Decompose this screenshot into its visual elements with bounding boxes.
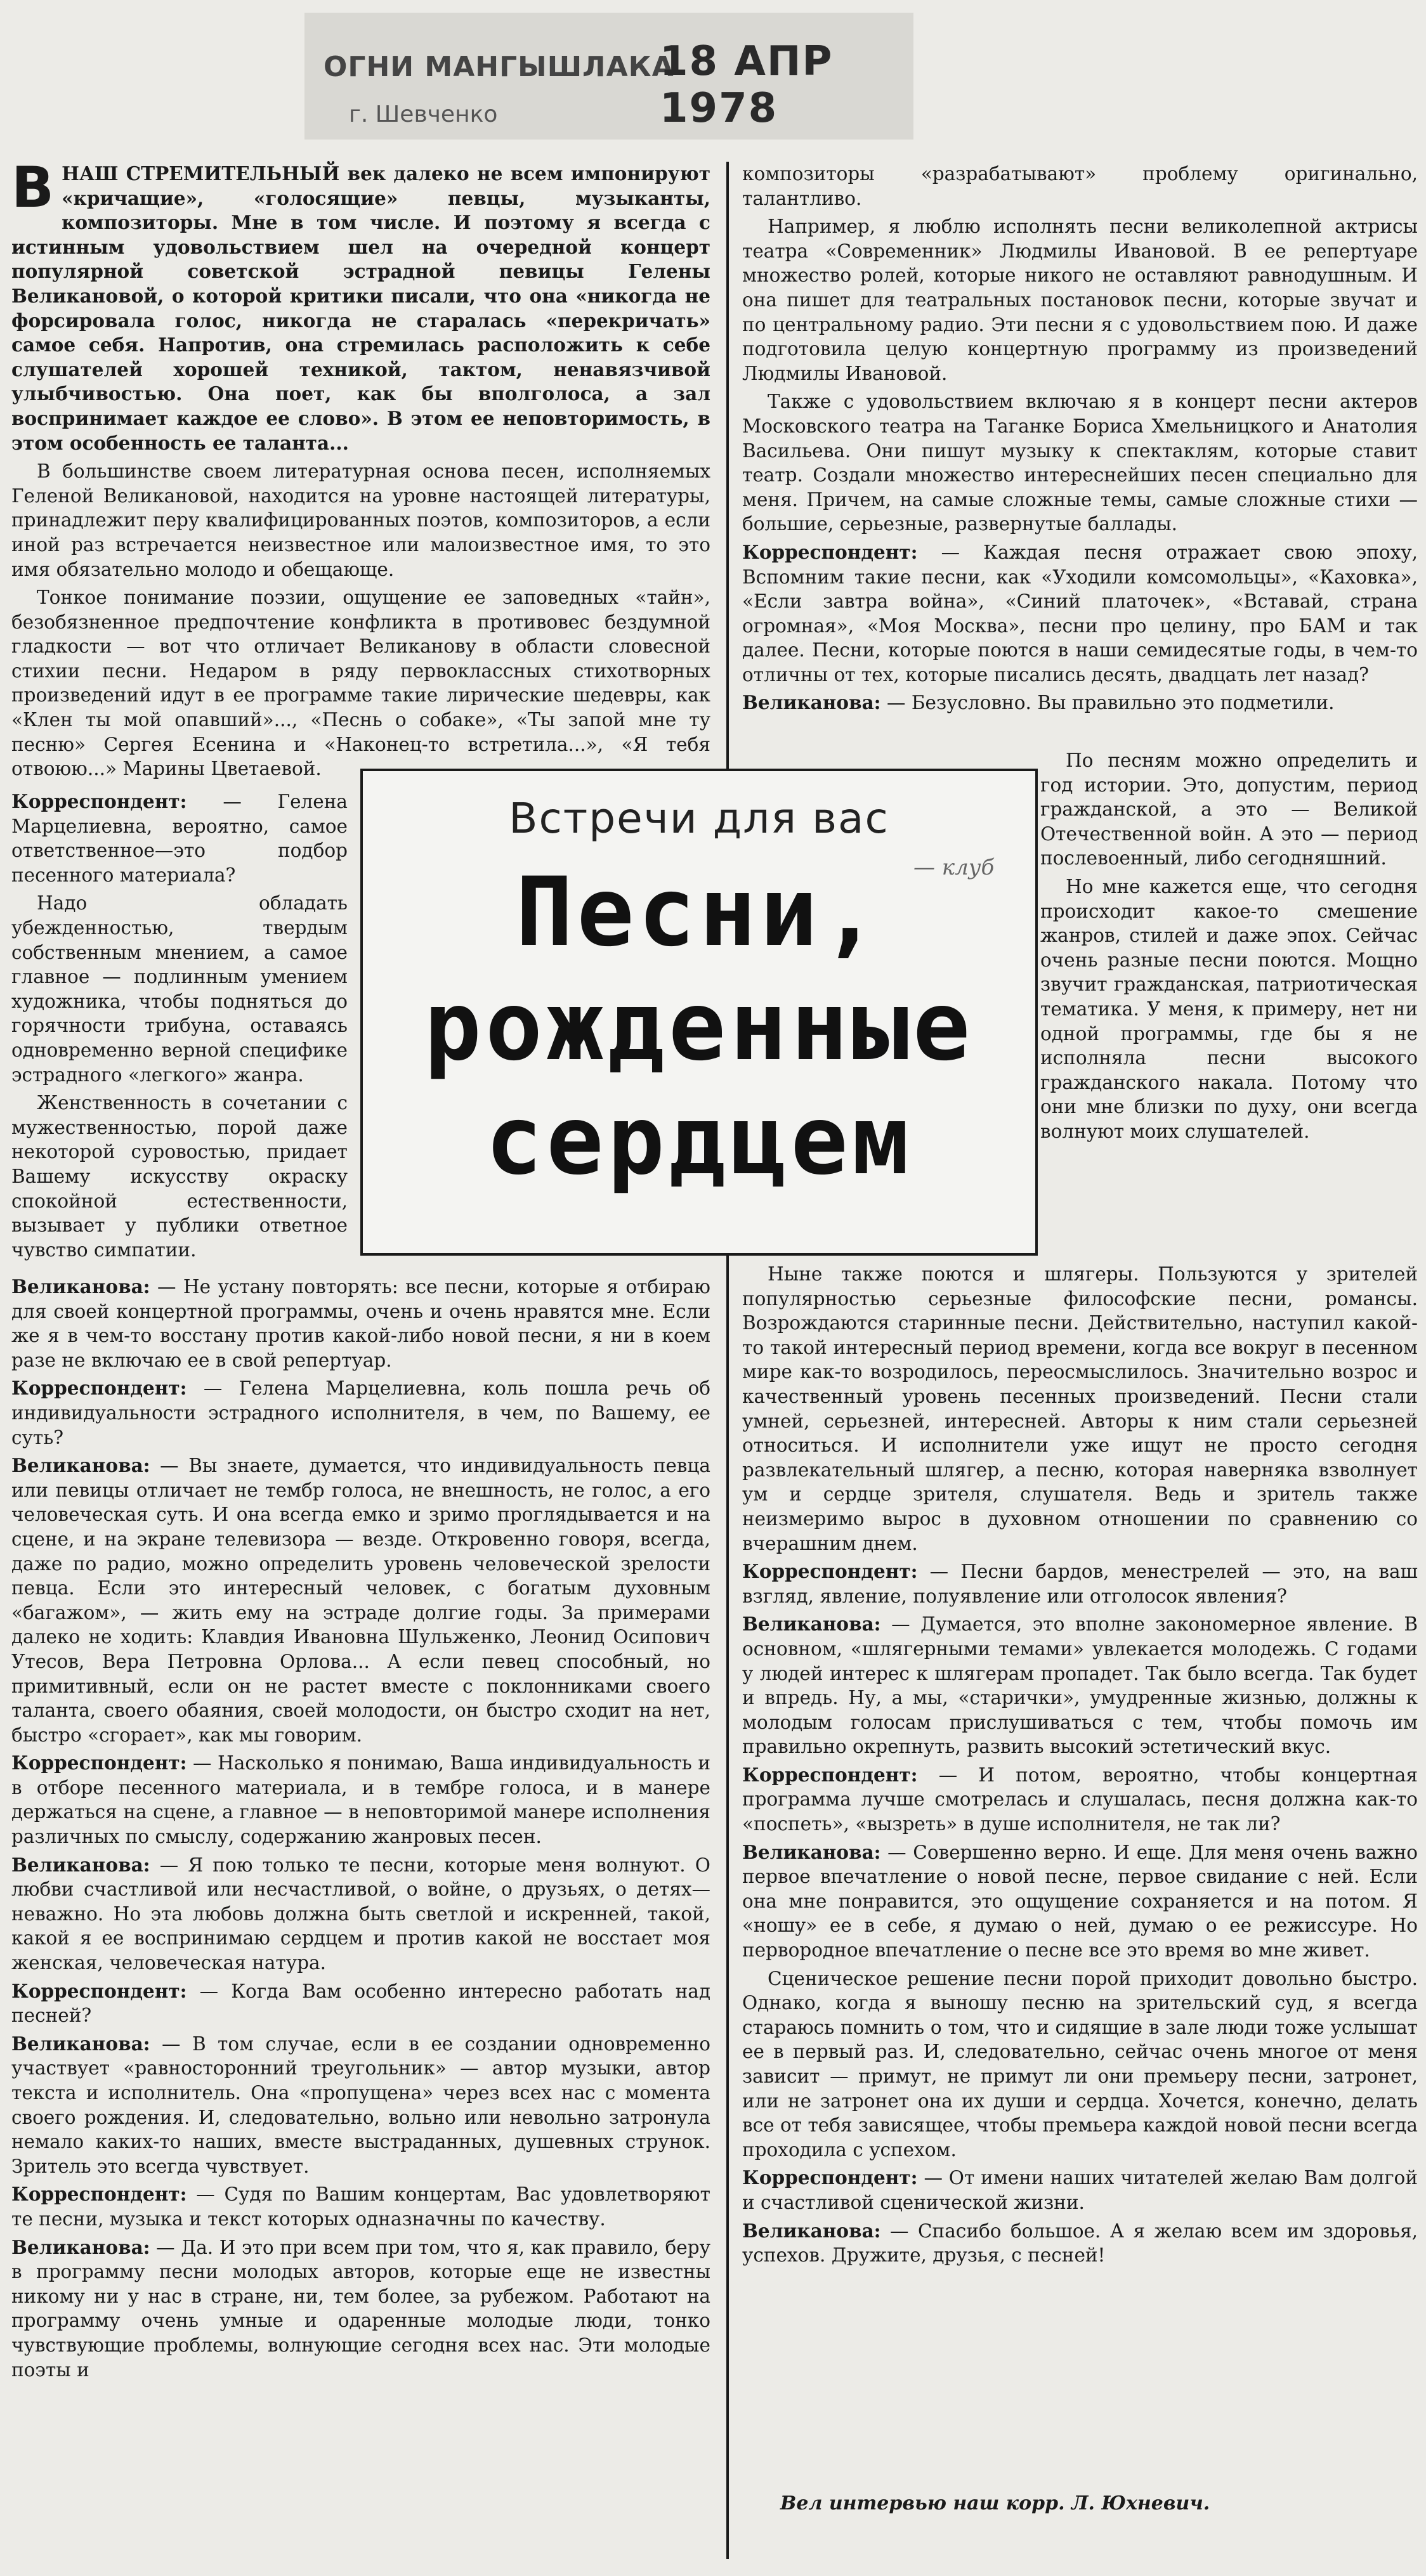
- intro-paragraph: [11, 155, 710, 455]
- dialogue-paragraph: [742, 1763, 1418, 1837]
- speaker-label: Великанова:: [742, 1840, 881, 1863]
- headline: [363, 855, 1035, 1198]
- speaker-label: Корреспондент:: [742, 540, 918, 563]
- dialogue-paragraph: [742, 2219, 1418, 2268]
- body-paragraph: композиторы «разрабатывают» проблему оригинально, талантливо.: [742, 163, 1418, 209]
- dialogue-text: — Думается, это вполне закономерное явление. В основном, «шлягерными темами» увлекается молодежь. С годами у людей интерес к шлягерам пропадет. Так было всегда. Так будет и впредь. Ну, а мы, «старички», умудренные жизнью, должны к молодым голосам прислушиваться с тем, чтобы помочь им правильно окрепнуть, развить высокий эстетический вкус.: [742, 1613, 1418, 1758]
- headline-line-2: рожденные: [424, 972, 974, 1082]
- right-column-top: [742, 162, 1418, 719]
- dialogue-text: — Судя по Вашим концертам, Вас удовлетворяют те песни, музыка и текст которых одназначны по качеству.: [11, 2183, 710, 2230]
- dialogue-paragraph: [11, 1376, 710, 1450]
- intro-text: НАШ СТРЕМИТЕЛЬНЫЙ век далеко не всем импонируют «кричащие», «голосящие» певцы, музыканты, композиторы. Мне в том числе. И поэтому я всегда с истинным удовольствием шел на очередной концерт популярной советской эстрадной певицы Гелены Великановой, о которой критики писали, что она «никогда не форсировала голос, никогда не старалась «перекричать» самое себя. Напротив, она стремилась расположить к себе слушателей хорошей техникой, тактом, ненавязчивой улыбчивостью. Она поет, как бы вполголоса, а зал воспринимает каждое ее слово». В этом ее неповторимость, в этом особенность ее таланта...: [11, 162, 710, 454]
- dialogue-paragraph: [11, 2235, 710, 2383]
- dialogue-paragraph: [11, 1454, 710, 1747]
- stamp-city: г. Шевченко: [349, 101, 498, 127]
- dialogue-paragraph: [742, 1840, 1418, 1963]
- dialogue-text: — Гелена Марцелиевна, коль пошла речь об индивидуальности эстрадного исполнителя, в чем, по Вашему, ее суть?: [11, 1377, 710, 1448]
- dialogue-text: — Безусловно. Вы правильно это подметили.: [886, 692, 1335, 714]
- speaker-label: Великанова:: [742, 1613, 881, 1636]
- dialogue-text: — Да. И это при всем при том, что я, как правило, беру в программу песни молодых авторов, которые еще не известны никому ни у нас в стране, ни, тем более, за рубежом. Работают на программу очень умные и одаренные молодые люди, тонко чувствующие проблемы, волнующие сегодня всех нас. Эти молодые поэты и: [11, 2236, 710, 2381]
- speaker-label: Корреспондент:: [742, 1560, 918, 1583]
- dialogue-paragraph: [11, 2182, 710, 2231]
- speaker-label: Великанова:: [11, 1853, 150, 1876]
- body-paragraph: Например, я люблю исполнять песни великолепной актрисы театра «Современник» Людмилы Ивановой. В ее репертуаре множество ролей, которые никого не оставляют равнодушным. И она пишет для театральных постановок песни, которые звучат и по центральному радио. Эти песни я с удовольствием пою. И даже подготовила целую концертную программу из произведений Людмилы Ивановой.: [742, 216, 1418, 384]
- byline: Вел интервью наш корр. Л. Юхневич.: [780, 2492, 1210, 2514]
- body-paragraph: Также с удовольствием включаю я в концерт песни актеров Московского театра на Таганке Бориса Хмельницкого и Анатолия Васильева. Они пишут музыку к спектаклям, которые ставит театр. Создали множество интереснейших песен специально для меня. Причем, на самые сложные темы, самые сложные стихи — большие, серьезные, развернутые баллады.: [742, 391, 1418, 535]
- speaker-label: Великанова:: [11, 2032, 150, 2055]
- dialogue-paragraph: [742, 691, 1418, 715]
- dialogue-text: — Вы знаете, думается, что индивидуальность певца или певицы отличает не тембр голоса, не внешность, не голос, а его человеческая суть. И она всегда емко и зримо проглядывается и на сцене, и на экране телевизора — везде. Откровенно говоря, всегда, даже по радио, можно определить уровень человеческой зрелости певца. Если это интересный человек, с богатым духовным «багажом», — жить ему на эстраде долгие годы. За примерами далеко не ходить: Клавдия Ивановна Шульженко, Леонид Осипович Утесов, Вера Петровна Орлова... А если певец способный, но примитивный, если он не растет вместе с поклонниками своего таланта, своего обаяния, своей молодости, он быстро сходит на нет, быстро «сгорает», как мы говорим.: [11, 1455, 710, 1746]
- dialogue-text: — Спасибо большое. А я желаю всем им здоровья, успехов. Дружите, друзья, с песней!: [742, 2220, 1418, 2267]
- dialogue-text: — В том случае, если в ее создании одновременно участвует «равносторонний треугольник» — автор музыки, автор текста и исполнитель. Она «пропущена» через всех нас с момента своего рождения. И, следовательно, вольно или невольно затронула немало каких-то наших, вместе выстраданных, душевных струнок. Зритель это всегда чувствует.: [11, 2033, 710, 2177]
- speaker-label: Корреспондент:: [11, 2183, 187, 2206]
- speaker-label: Великанова:: [742, 691, 881, 714]
- right-column-narrow: [1040, 748, 1418, 1148]
- column-divider: [726, 162, 729, 2559]
- dialogue-text: — И потом, вероятно, чтобы концертная программа лучше смотрелась и слушалась, песня должна как-то «поспеть», «вызреть» в душе исполнителя, не так ли?: [742, 1764, 1418, 1835]
- body-paragraph: Женственность в сочетании с мужественностью, порой даже некоторой суровостью, придает Вашему искусству окраску спокойной естественности, вызывает у публики ответное чувство симпатии.: [11, 1092, 348, 1261]
- dialogue-text: — Насколько я понимаю, Ваша индивидуальность и в отборе песенного материала, и в тембре голоса, и в манере держаться на сцене, а главное — в неповторимой манере исполнения различных по смыслу, содержанию жанровых песен.: [11, 1752, 710, 1848]
- dialogue-paragraph: [11, 1275, 710, 1372]
- left-column-narrow: [11, 790, 348, 1266]
- speaker-label: Великанова:: [11, 1275, 150, 1298]
- speaker-label: Великанова:: [11, 1454, 150, 1477]
- dialogue-text: — Песни бардов, менестрелей — это, на ваш взгляд, явление, полуявление или отголосок явления?: [742, 1561, 1418, 1607]
- headline-line-1: Песни,: [516, 857, 882, 968]
- dialogue-text: — Когда Вам особенно интересно работать над песней?: [11, 1980, 710, 2027]
- dialogue-paragraph: [11, 1751, 710, 1849]
- handwritten-note: — клуб: [913, 855, 995, 880]
- body-paragraph: Надо обладать убежденностью, твердым собственным мнением, а самое главное — подлинным умением художника, чтобы подняться до горячности трибуна, оставаясь одновременно верной специфике эстрадного «легкого» жанра.: [11, 892, 348, 1086]
- body-paragraph: По песням можно определить и год истории. Это, допустим, период гражданской, а это — Великой Отечественной войн. А это — период послевоенный, либо сегодняшний.: [1040, 750, 1418, 869]
- dialogue-paragraph: [742, 2166, 1418, 2215]
- stamp-date: 18 АПР 1978: [660, 38, 834, 132]
- speaker-label: Корреспондент:: [742, 1763, 918, 1786]
- dialogue-paragraph: [742, 1612, 1418, 1759]
- stamp-newspaper-name: ОГНИ МАНГЫШЛАКА: [324, 51, 674, 83]
- dialogue-text: — Гелена Марцелиевна, вероятно, самое ответственное—это подбор песенного материала?: [11, 791, 348, 886]
- dialogue-paragraph: [742, 1559, 1418, 1608]
- dialogue-paragraph: [11, 790, 348, 887]
- left-column-dialogue: [11, 1275, 710, 2386]
- speaker-label: Корреспондент:: [742, 2166, 918, 2189]
- dialogue-paragraph: [11, 2032, 710, 2179]
- left-column-top: [11, 155, 710, 785]
- right-column-dialogue: [742, 1262, 1418, 2272]
- speaker-label: Корреспондент:: [11, 1979, 187, 2002]
- speaker-label: Великанова:: [742, 2219, 881, 2242]
- body-paragraph: Сценическое решение песни порой приходит довольно быстро. Однако, когда я выношу песню на зрительский суд, я всегда стараюсь помнить о том, что и сидящие в зале люди тоже услышат ее в первый раз. И, следовательно, сейчас очень многое от меня зависит — примут, не примут ли они премьеру песни, затронет, или не затронет она их души и сердца. Хочется, конечно, делать все от тебя зависящее, чтобы премьера каждой новой песни всегда проходила с успехом.: [742, 1967, 1418, 2161]
- body-paragraph: Но мне кажется еще, что сегодня происходит какое-то смешение жанров, стилей и даже эпох. Сейчас очень разные песни поются. Мощно звучит гражданская, патриотическая тематика. У меня, к примеру, нет ни одной программы, где бы я не исполняла песни высокого гражданского накала. Потому что они мне близки по духу, они всегда волнуют моих слушателей.: [1040, 875, 1418, 1142]
- dialogue-text: — Не устану повторять: все песни, которые я отбираю для своей концертной программы, очень и очень нравятся мне. Если же я в чем-то восстану против какой-либо новой песни, я ни в коем разе не включаю ее в свой репертуар.: [11, 1276, 710, 1371]
- headline-line-3: сердцем: [485, 1086, 913, 1196]
- dialogue-paragraph: [742, 540, 1418, 687]
- body-paragraph: Ныне также поются и шлягеры. Пользуются у зрителей популярностью серьезные философские песни, романсы. Возрождаются старинные песни. Действительно, наступил какой-то такой интересный период времени, когда все вокруг в песенном мире как-то возродилось, переосмыслилось. Значительно возрос и качественный уровень песенных произведений. Песни стали умней, серьезней, интересней. Авторы к ним стали серьезней относиться. И исполнители уже ищут не просто сегодня развлекательный шлягер, а песню, которая наверняка взволнует ум и сердце зрителя, слушателя. Ведь и зритель также неизмеримо вырос в духовном отношении по сравнению со вчерашним днем.: [742, 1263, 1418, 1554]
- dialogue-text: — Я пою только те песни, которые меня волнуют. О любви счастливой или несчастливой, о войне, о друзьях, о детях—неважно. Но эта любовь должна быть светлой и искренней, такой, какой я ее воспринимаю сердцем и против какой не восстает моя женская, человеческая натура.: [11, 1854, 710, 1974]
- dialogue-text: — От имени наших читателей желаю Вам долгой и счастливой сценической жизни.: [742, 2167, 1418, 2213]
- speaker-label: Корреспондент:: [11, 1752, 187, 1774]
- speaker-label: Великанова:: [11, 2235, 150, 2258]
- archive-stamp: [304, 13, 913, 140]
- drop-cap: В: [11, 155, 55, 220]
- speaker-label: Корреспондент:: [11, 790, 187, 812]
- dialogue-text: — Совершенно верно. И еще. Для меня очень важно первое впечатление о новой песне, первое свидание с ней. Если она мне понравится, это ощущение сохраняется и на потом. Я «ношу» ее в себе, я думаю о ней, думаю о ее режиссуре. Но первородное впечатление о песне все это время во мне живет.: [742, 1841, 1418, 1961]
- headline-box: [360, 769, 1038, 1256]
- speaker-label: Корреспондент:: [11, 1377, 187, 1400]
- body-paragraph: Тонкое понимание поэзии, ощущение ее заповедных «тайн», безобязненное предпочтение конфликта в противовес бездумной гладкости — вот что отличает Великанову в области словесной стихии песни. Недаром в ряду первоклассных стихотворных произведений идут в ее программе такие лирические шедевры, как «Клен ты мой опавший»..., «Песнь о собаке», «Ты запой мне ту песню» Сергея Есенина и «Наконец-то встретила...», «Я тебя отвоюю...» Марины Цветаевой.: [11, 587, 710, 780]
- dialogue-paragraph: [11, 1979, 710, 2028]
- rubric: Встречи для вас: [509, 794, 889, 843]
- dialogue-paragraph: [11, 1853, 710, 1975]
- body-paragraph: В большинстве своем литературная основа песен, исполняемых Геленой Великановой, находится на уровне настоящей литературы, принадлежит перу квалифицированных поэтов, композиторов, а если иной раз встречается неизвестное или малоизвестное имя, то это имя обязательно молодо и обещающе.: [11, 460, 710, 580]
- dialogue-text: — Каждая песня отражает свою эпоху, Вспомним такие песни, как «Уходили комсомольцы», «Каховка», «Если завтра война», «Синий платочек», «Вставай, страна огромная», «Моя Москва», песни про целину, про БАМ и так далее. Песни, которые поются в наши семидесятые годы, в чем-то отличны от тех, которые писались десять, двадцать лет назад?: [742, 541, 1418, 686]
